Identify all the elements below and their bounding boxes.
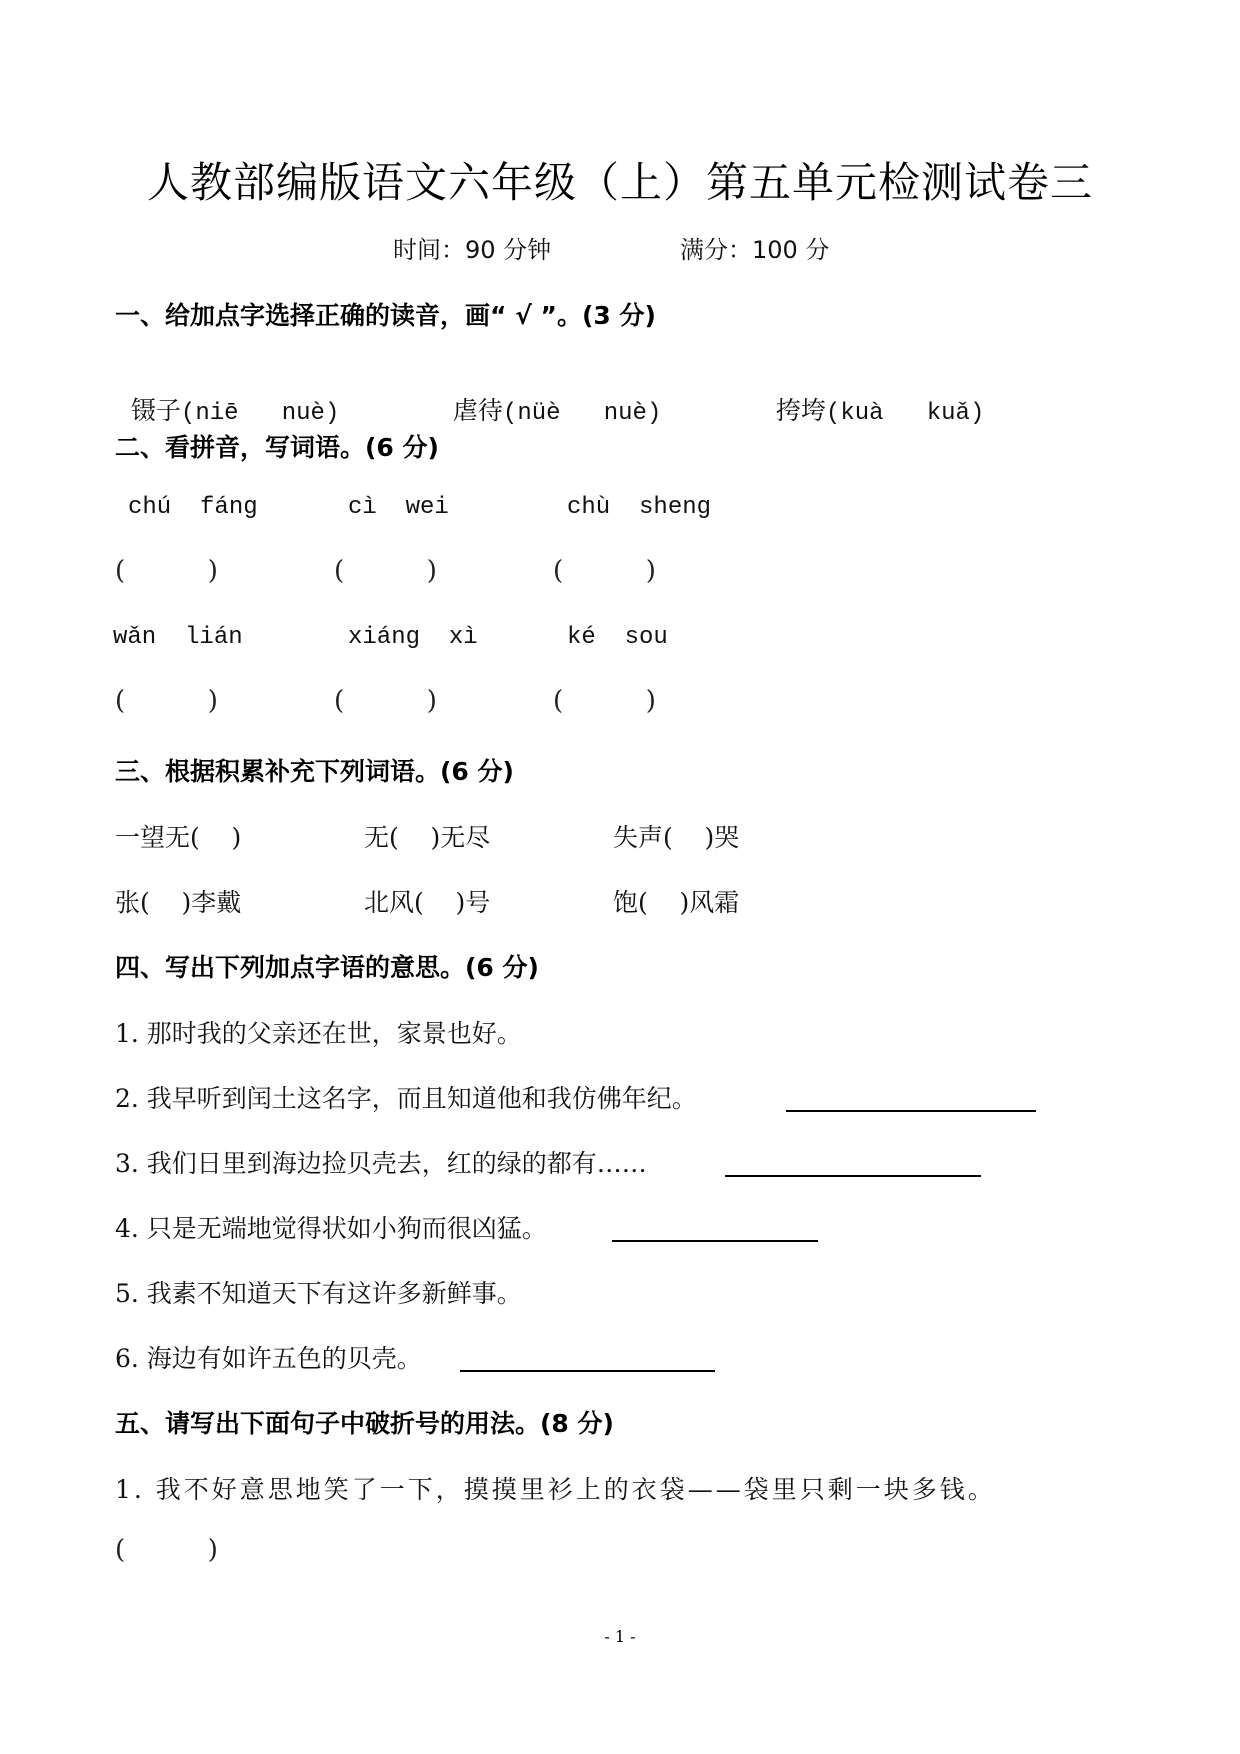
answer-blank[interactable]: ( ) <box>115 1535 218 1565</box>
pronunciation-item <box>437 362 661 427</box>
answer-blank[interactable]: ( ) <box>553 686 656 716</box>
section-3-heading: 三、根据积累补充下列词语。(6 分) <box>115 757 514 786</box>
answer-blank[interactable]: ( ) <box>115 686 218 716</box>
dash-usage-question: 1. 我不好意思地笑了一下，摸摸里衫上的衣袋——袋里只剩一块多钱。 <box>115 1475 996 1504</box>
answer-blank[interactable]: ( ) <box>334 556 437 586</box>
answer-blank[interactable]: ( ) <box>115 556 218 586</box>
word: 挎垮 <box>775 396 826 425</box>
section-2-heading: 二、看拼音，写词语。(6 分) <box>115 433 439 462</box>
pronunciation-item <box>760 362 984 427</box>
pinyin-options[interactable]: (niē nuè) <box>180 400 340 427</box>
section-1-heading: 一、给加点字选择正确的读音，画“ √ ”。(3 分) <box>115 301 656 330</box>
meaning-question: 5. 我素不知道天下有这许多新鲜事。 <box>115 1279 522 1308</box>
idiom-fill[interactable]: 失声( )哭 <box>613 823 740 852</box>
word: 虐待 <box>452 396 503 425</box>
answer-line[interactable] <box>612 1240 818 1242</box>
idiom-fill[interactable]: 北风( )号 <box>364 888 491 917</box>
pinyin-options[interactable]: (kuà kuǎ) <box>825 400 985 427</box>
answer-line[interactable] <box>786 1110 1036 1112</box>
pinyin-prompt: chù sheng <box>567 494 712 521</box>
page-title: 人教部编版语文六年级（上）第五单元检测试卷三 <box>146 158 1093 207</box>
idiom-fill[interactable]: 张( )李戴 <box>115 888 242 917</box>
pinyin-prompt: cì wei <box>348 494 449 521</box>
pinyin-prompt: ké sou <box>567 624 668 651</box>
full-score: 满分：100 分 <box>680 236 830 264</box>
idiom-fill[interactable]: 无( )无尽 <box>364 823 491 852</box>
meaning-question: 3. 我们日里到海边捡贝壳去，红的绿的都有…… <box>115 1149 647 1178</box>
pinyin-options[interactable]: (nüè nuè) <box>502 400 662 427</box>
answer-blank[interactable]: ( ) <box>553 556 656 586</box>
meaning-question: 4. 只是无端地觉得状如小狗而很凶猛。 <box>115 1214 547 1243</box>
pinyin-prompt: xiáng xì <box>348 624 478 651</box>
pronunciation-item <box>115 362 339 427</box>
answer-line[interactable] <box>460 1370 715 1372</box>
idiom-fill[interactable]: 一望无( ) <box>115 823 242 852</box>
word: 镊子 <box>130 396 181 425</box>
pinyin-prompt: wǎn lián <box>113 624 243 651</box>
answer-line[interactable] <box>725 1175 981 1177</box>
meaning-question: 1. 那时我的父亲还在世，家景也好。 <box>115 1019 522 1048</box>
section-4-heading: 四、写出下列加点字语的意思。(6 分) <box>115 953 539 982</box>
answer-blank[interactable]: ( ) <box>334 686 437 716</box>
meaning-question: 2. 我早听到闰土这名字，而且知道他和我仿佛年纪。 <box>115 1084 697 1113</box>
time-limit: 时间：90 分钟 <box>393 236 552 264</box>
idiom-fill[interactable]: 饱( )风霜 <box>613 888 740 917</box>
pinyin-prompt: chú fáng <box>128 494 258 521</box>
meaning-question: 6. 海边有如许五色的贝壳。 <box>115 1344 422 1373</box>
section-5-heading: 五、请写出下面句子中破折号的用法。(8 分) <box>115 1409 614 1438</box>
page-number: - 1 - <box>604 1627 636 1646</box>
